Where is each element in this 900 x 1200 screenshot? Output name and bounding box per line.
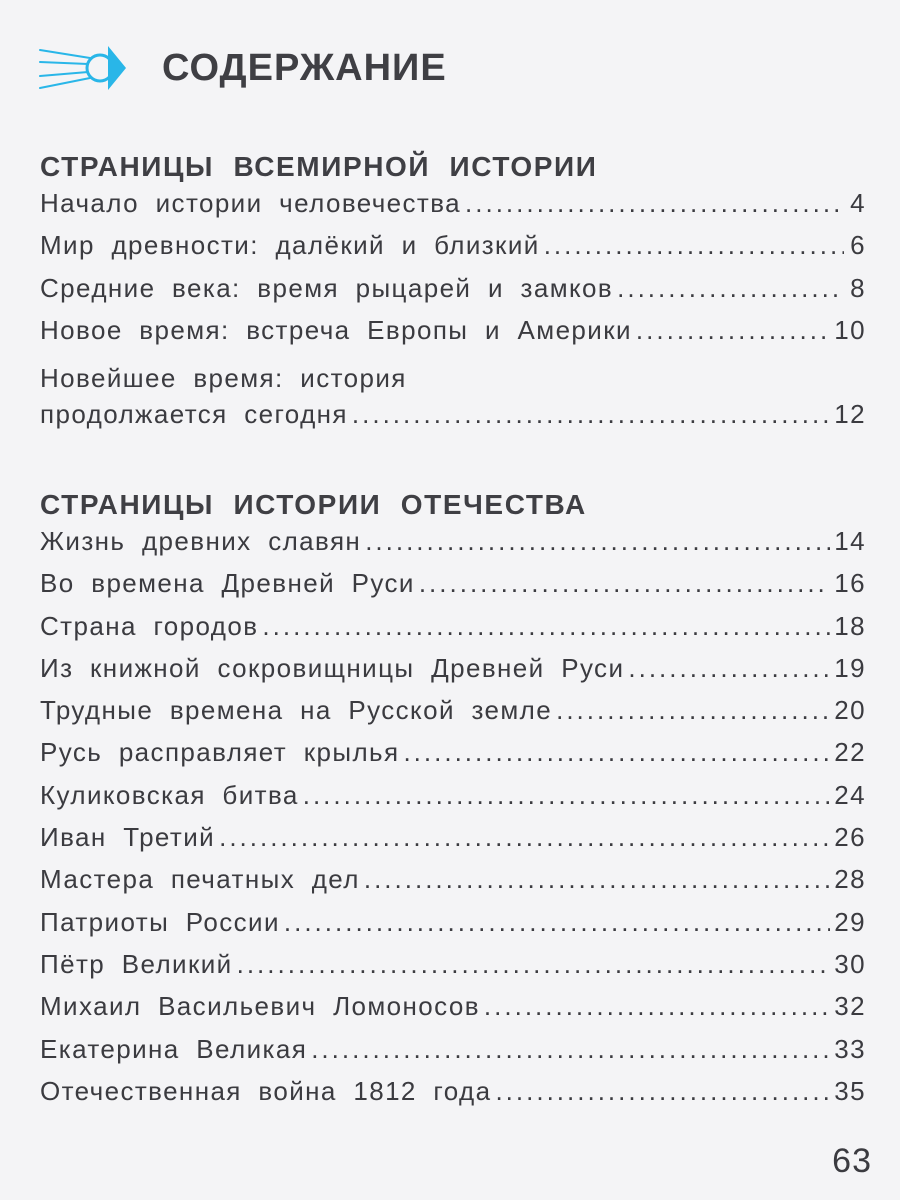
entry-page-number: 24 xyxy=(834,779,866,810)
entry-page-number: 4 xyxy=(850,188,866,218)
dot-leader xyxy=(262,611,830,642)
entry-page-number: 8 xyxy=(850,272,866,303)
toc-entry[interactable] xyxy=(40,864,866,906)
comet-arrow-icon xyxy=(38,36,128,100)
entry-page-number: 19 xyxy=(834,652,866,683)
dot-leader xyxy=(628,653,830,684)
toc-entry[interactable] xyxy=(40,822,866,864)
entry-title: Средние века: время рыцарей и замков xyxy=(40,272,614,303)
entry-page-number: 32 xyxy=(834,991,866,1022)
toc-entry[interactable] xyxy=(40,273,866,315)
toc-entry[interactable] xyxy=(40,230,866,272)
dot-leader xyxy=(303,780,831,811)
dot-leader xyxy=(419,568,830,599)
toc-entry[interactable] xyxy=(40,653,866,695)
entry-title: Екатерина Великая xyxy=(40,1033,308,1064)
entry-title: Пётр Великий xyxy=(40,948,233,979)
entry-page-number: 6 xyxy=(850,230,866,261)
toc-entry[interactable] xyxy=(40,315,866,357)
entry-page-number: 18 xyxy=(834,610,866,641)
entry-page-number: 26 xyxy=(834,822,866,853)
dot-leader xyxy=(219,822,830,853)
toc-entry[interactable] xyxy=(40,357,866,442)
toc-entry[interactable] xyxy=(40,611,866,653)
entry-title: Патриоты России xyxy=(40,906,280,937)
entry-title: Начало истории человечества xyxy=(40,188,462,218)
section-heading: СТРАНИЦЫ ВСЕМИРНОЙ ИСТОРИИ xyxy=(40,151,598,182)
dot-leader xyxy=(484,991,830,1022)
toc-entry[interactable] xyxy=(40,568,866,610)
dot-leader xyxy=(311,1034,830,1065)
toc-entry[interactable] xyxy=(40,949,866,991)
dot-leader xyxy=(237,949,831,980)
entry-title: Отечественная война 1812 года xyxy=(40,1075,492,1106)
entry-page-number: 10 xyxy=(834,314,866,345)
toc-entry[interactable] xyxy=(40,991,866,1033)
entry-page-number: 12 xyxy=(834,399,866,430)
section-heading: СТРАНИЦЫ ИСТОРИИ ОТЕЧЕСТВА xyxy=(40,489,587,520)
dot-leader xyxy=(617,273,844,304)
entry-title-line2: продолжается сегодня xyxy=(40,399,348,430)
dot-leader xyxy=(365,526,830,557)
entry-page-number: 30 xyxy=(834,948,866,979)
entry-title: Русь расправляет крылья xyxy=(40,737,400,768)
toc-entry[interactable] xyxy=(40,737,866,779)
dot-leader xyxy=(403,737,830,768)
dot-leader xyxy=(544,230,844,261)
entry-page-number: 33 xyxy=(834,1033,866,1064)
entry-page-number: 29 xyxy=(834,906,866,937)
toc-entry[interactable] xyxy=(40,695,866,737)
entry-line2 xyxy=(40,399,866,441)
dot-leader xyxy=(284,907,830,938)
toc-entry[interactable] xyxy=(40,188,866,230)
entry-title: Жизнь древних славян xyxy=(40,526,362,556)
dot-leader xyxy=(636,315,830,346)
section-fatherland-history xyxy=(40,484,866,1118)
entry-title: Иван Третий xyxy=(40,822,216,853)
page-number: 63 xyxy=(832,1142,872,1180)
entry-page-number: 28 xyxy=(834,864,866,895)
entry-title: Трудные времена на Русской земле xyxy=(40,695,553,726)
toc-entry[interactable] xyxy=(40,526,866,568)
entry-title: Куликовская битва xyxy=(40,779,299,810)
toc-entry[interactable] xyxy=(40,780,866,822)
toc-entry[interactable] xyxy=(40,907,866,949)
entry-title: Страна городов xyxy=(40,610,259,641)
toc-entry[interactable] xyxy=(40,1034,866,1076)
dot-leader xyxy=(352,399,830,430)
dot-leader xyxy=(495,1076,830,1107)
entry-page-number: 35 xyxy=(834,1075,866,1106)
dot-leader xyxy=(556,695,830,726)
dot-leader xyxy=(465,188,844,219)
entry-page-number: 16 xyxy=(834,568,866,599)
entry-title: Михаил Васильевич Ломоносов xyxy=(40,991,480,1022)
entry-page-number: 14 xyxy=(834,526,866,556)
dot-leader xyxy=(364,864,830,895)
entry-title-line1: Новейшее время: история xyxy=(40,363,407,394)
entry-title: Во времена Древней Руси xyxy=(40,568,415,599)
page-title: СОДЕРЖАНИЕ xyxy=(162,46,447,89)
entry-title: Новое время: встреча Европы и Америки xyxy=(40,314,632,345)
entry-title: Из книжной сокровищницы Древней Руси xyxy=(40,652,625,683)
entry-page-number: 20 xyxy=(834,695,866,726)
entry-page-number: 22 xyxy=(834,737,866,768)
section-world-history xyxy=(40,146,866,442)
toc-entry[interactable] xyxy=(40,1076,866,1118)
page-header xyxy=(38,36,447,100)
entry-title: Мастера печатных дел xyxy=(40,864,360,895)
entry-title: Мир древности: далёкий и близкий xyxy=(40,230,540,261)
